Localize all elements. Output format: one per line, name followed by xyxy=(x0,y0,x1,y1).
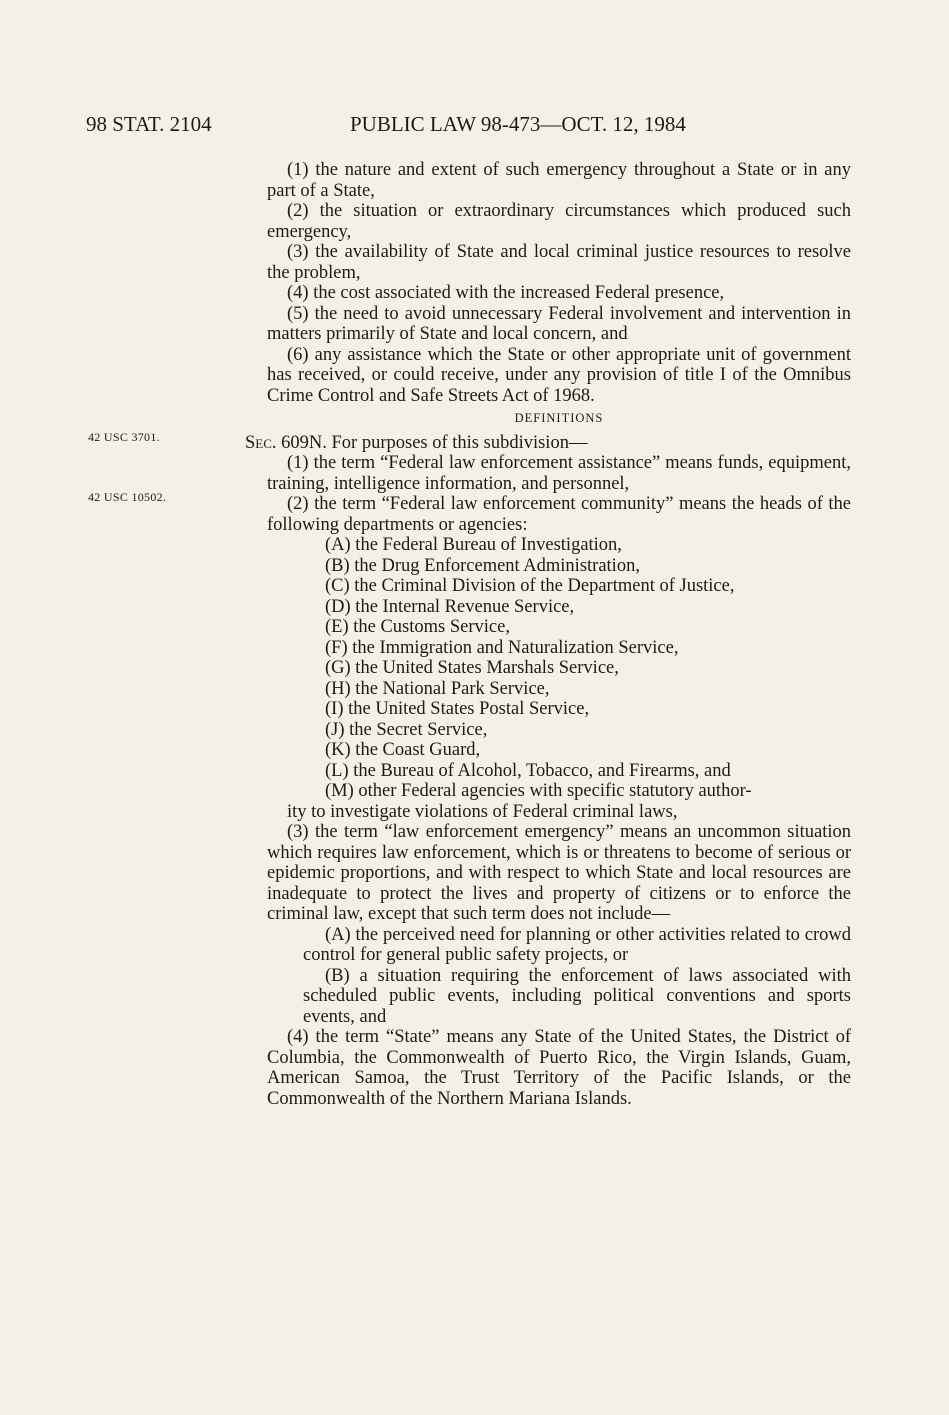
statute-body xyxy=(245,160,851,1109)
agency-list xyxy=(245,535,851,781)
section-heading: DEFINITIONS xyxy=(514,411,604,425)
definition-3: (3) the term “law enforcement emergency” means an uncommon situation which requires law enforcement, which is or threatens to become of serious or epidemic proportions, and with respect to which State and local resources are inadequate to protect the lives and property of citizens or to enforce the criminal law, except that such term does not include— xyxy=(267,822,851,924)
agency-list-item: (C) the Criminal Division of the Department of Justice, xyxy=(325,576,735,596)
agency-list-item: (D) the Internal Revenue Service, xyxy=(325,596,575,617)
agency-list-item: (E) the Customs Service, xyxy=(325,617,510,637)
margin-citation-10502: 42 USC 10502. xyxy=(88,490,167,504)
paragraph-item-4: (4) the cost associated with the increased Federal presence, xyxy=(287,283,725,303)
agency-list-item: (G) the United States Marshals Service, xyxy=(325,658,619,678)
section-609n-intro xyxy=(245,433,851,454)
section-intro-text: 609N. For purposes of this subdivision— xyxy=(276,432,588,453)
paragraph-item-3: (3) the availability of State and local criminal justice resources to resolve the problem, xyxy=(267,242,851,283)
definition-1: (1) the term “Federal law enforcement assistance” means funds, equipment, training, intelligence information, and personnel, xyxy=(267,453,851,494)
paragraph-item-2: (2) the situation or extraordinary circumstances which produced such emergency, xyxy=(267,201,851,242)
agency-list-item: (H) the National Park Service, xyxy=(325,678,550,699)
definition-2: (2) the term “Federal law enforcement community” means the heads of the following departments or agencies: xyxy=(267,494,851,535)
agency-list-item: (K) the Coast Guard, xyxy=(325,740,481,760)
agency-list-item: (A) the Federal Bureau of Investigation, xyxy=(325,535,622,555)
section-label: Sec. xyxy=(245,432,277,453)
definition-3a: (A) the perceived need for planning or other activities related to crowd control for general public safety projects, or xyxy=(303,924,851,965)
agency-m-line2: ity to investigate violations of Federal criminal laws, xyxy=(287,801,678,822)
public-law-title: PUBLIC LAW 98-473—OCT. 12, 1984 xyxy=(350,112,686,136)
paragraph-item-5: (5) the need to avoid unnecessary Federal involvement and intervention in matters primarily of State and local concern, and xyxy=(267,303,851,344)
agency-list-item: (F) the Immigration and Naturalization Service, xyxy=(325,637,679,658)
agency-m-line1: (M) other Federal agencies with specific statutory author- xyxy=(325,781,752,801)
margin-citation-3701: 42 USC 3701. xyxy=(88,430,160,444)
agency-list-item: (L) the Bureau of Alcohol, Tobacco, and Firearms, and xyxy=(325,760,731,781)
page-header xyxy=(86,112,846,140)
paragraph-item-6: (6) any assistance which the State or other appropriate unit of government has received, or could receive, under any provision of title I of the Omnibus Crime Control and Safe Streets Act of 1968. xyxy=(267,344,851,406)
agency-list-item: (B) the Drug Enforcement Administration, xyxy=(325,555,640,576)
definition-4: (4) the term “State” means any State of the United States, the District of Columbia, the Commonwealth of Puerto Rico, the Virgin Islands, Guam, American Samoa, the Trust Territory of the Pacific Islands, or the Commonwealth of the Northern Mariana Islands. xyxy=(267,1027,851,1109)
paragraph-item-1: (1) the nature and extent of such emergency throughout a State or in any part of a State, xyxy=(267,160,851,201)
agency-list-item: (J) the Secret Service, xyxy=(325,719,488,740)
statute-page-number: 98 STAT. 2104 xyxy=(86,112,212,136)
agency-list-item: (I) the United States Postal Service, xyxy=(325,699,590,719)
definition-3b: (B) a situation requiring the enforcement of laws associated with scheduled public events, including political conventions and sports events, and xyxy=(303,965,851,1027)
